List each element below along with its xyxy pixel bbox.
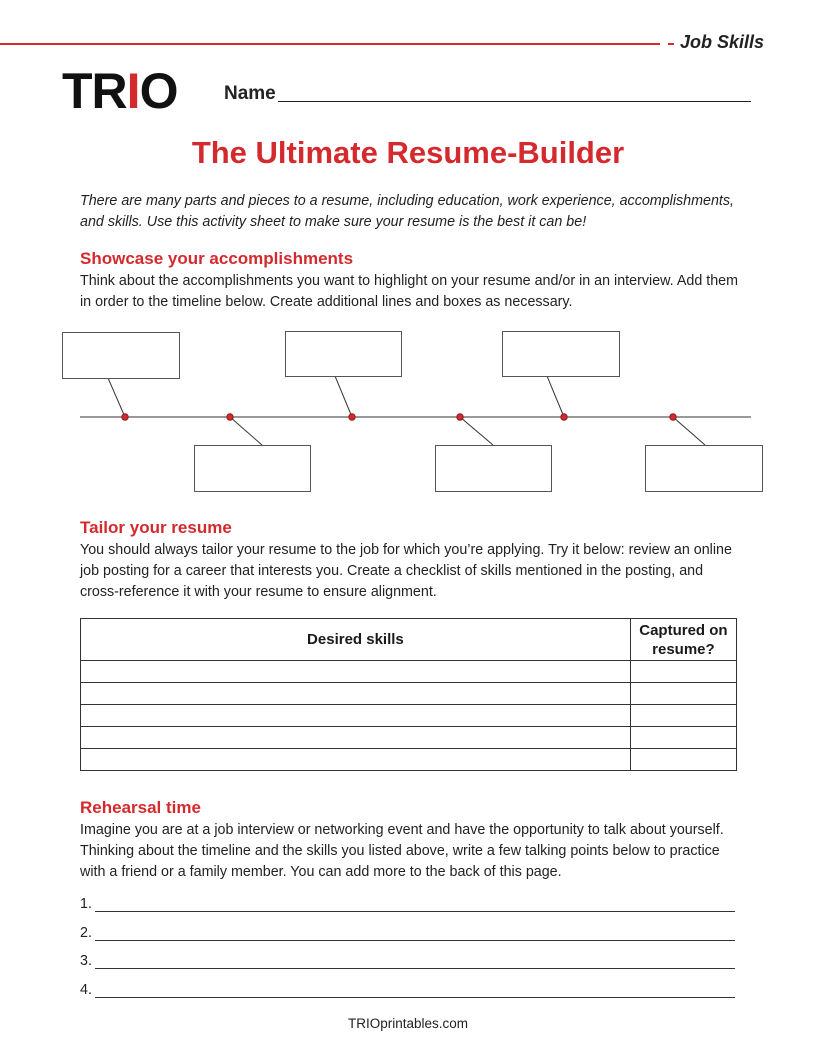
name-label: Name [224,83,276,104]
accomplishments-text: Think about the accomplishments you want to highlight on your resume and/or in an interview. Add them in order to the timeline below. Create additional lines and boxes as necessary. [80,273,739,310]
timeline-connector [460,417,493,445]
name-field-line[interactable] [278,101,751,102]
timeline-connector [108,378,125,417]
captured-cell[interactable] [630,683,736,705]
table-row [81,749,737,771]
timeline-dot [670,414,676,420]
table-header-row [81,619,737,661]
accomplishments-heading: Showcase your accomplishments [80,249,354,268]
skills-table [80,618,737,771]
timeline-box-1[interactable] [62,332,180,379]
timeline-dot [122,414,128,420]
skill-cell[interactable] [81,661,631,683]
skill-cell[interactable] [81,727,631,749]
logo-accent: I [126,63,140,119]
timeline-dot [457,414,463,420]
rehearsal-text: Imagine you are at a job interview or networking event and have the opportunity to talk about yourself. Thinking about the timeline and the skills you listed above, write a few talking points below to practice with a friend or a family member. You can add more to the back of this page. [80,822,724,880]
timeline-connector [230,417,262,445]
captured-header: Captured on resume? [630,619,736,661]
captured-cell[interactable] [630,705,736,727]
table-row [81,683,737,705]
timeline-box-2[interactable] [194,445,311,492]
timeline-connector [335,376,352,417]
rehearsal-heading: Rehearsal time [80,798,201,817]
skill-cell[interactable] [81,705,631,727]
timeline-connector [673,417,705,445]
desired-skills-header: Desired skills [81,619,631,661]
table-row [81,661,737,683]
trio-logo [62,63,178,119]
table-row [81,727,737,749]
writing-line[interactable] [95,940,735,941]
timeline-connector [547,376,564,417]
captured-cell[interactable] [630,749,736,771]
tailor-text: You should always tailor your resume to the job for which you’re applying. Try it below: review an online job posting for a career that interests you. Create a checklist of skills mentioned in the posting, and cross-reference it with your resume to ensure alignment. [80,542,732,600]
skill-cell[interactable] [81,683,631,705]
captured-cell[interactable] [630,727,736,749]
line-number: 1. [80,896,92,912]
timeline-box-5[interactable] [502,331,620,377]
category-label: Job Skills [680,32,765,52]
tailor-heading: Tailor your resume [80,518,232,537]
captured-cell[interactable] [630,661,736,683]
timeline-box-3[interactable] [285,331,402,377]
logo-suffix: O [139,63,178,119]
timeline-box-4[interactable] [435,445,552,492]
footer-url: TRIOprintables.com [347,1016,469,1031]
line-number: 2. [80,925,92,941]
writing-line[interactable] [95,911,735,912]
writing-line[interactable] [95,997,735,998]
line-number: 3. [80,953,92,969]
timeline-dot [349,414,355,420]
writing-line[interactable] [95,968,735,969]
timeline-dot [561,414,567,420]
skill-cell[interactable] [81,749,631,771]
intro-text: There are many parts and pieces to a resume, including education, work experience, accomplishments, and skills. Use this activity sheet to make sure your resume is the best it can be! [80,193,735,230]
timeline-dot [227,414,233,420]
page-title: The Ultimate Resume-Builder [191,135,625,170]
header-rule-tail [668,43,674,45]
header-rule [0,43,660,45]
line-number: 4. [80,982,92,998]
logo-prefix: TR [62,63,127,119]
table-row [81,705,737,727]
timeline-box-6[interactable] [645,445,763,492]
